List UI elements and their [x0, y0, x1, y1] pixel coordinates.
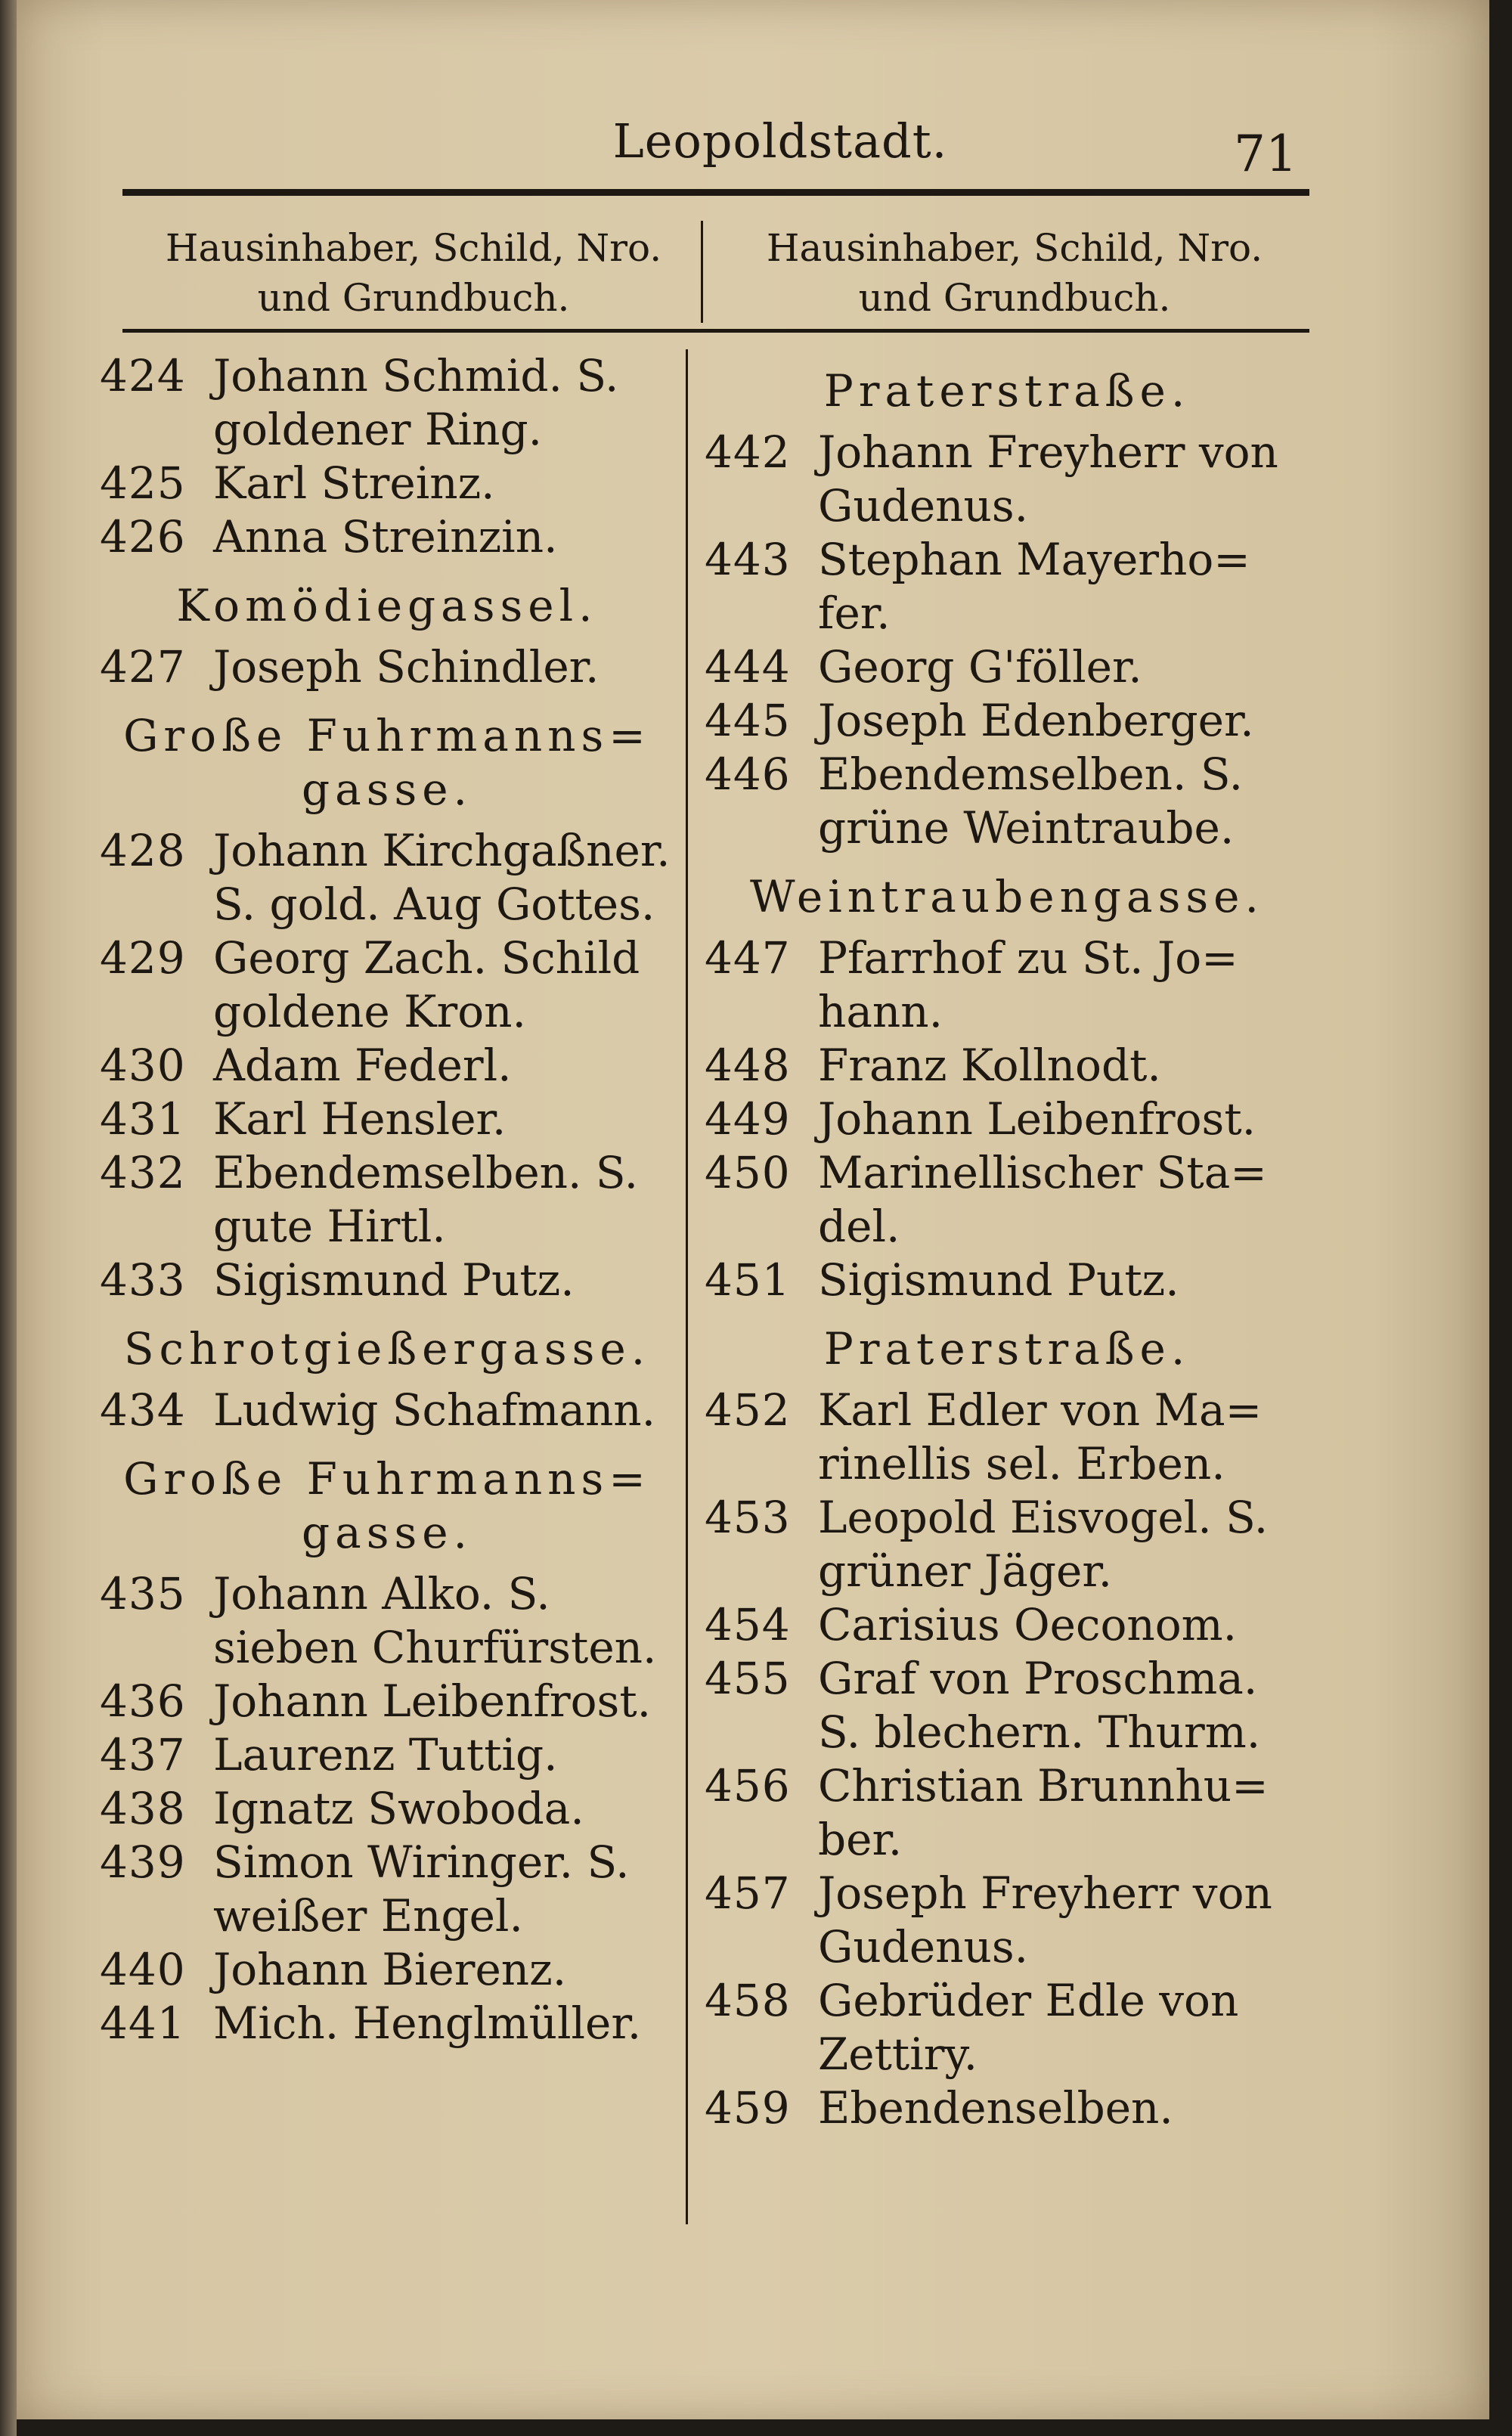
house-number: 445	[705, 695, 791, 746]
house-number: 444	[705, 641, 791, 693]
house-entry	[705, 640, 1309, 694]
house-entry	[100, 640, 674, 694]
owner-entry-text: Joseph Schindler.	[213, 641, 600, 693]
house-entry	[705, 1598, 1309, 1652]
house-number: 431	[100, 1093, 186, 1145]
house-entry	[100, 1997, 674, 2050]
house-entry	[705, 1759, 1309, 1867]
column-divider	[686, 349, 688, 2224]
house-entry	[100, 1675, 674, 1728]
house-entry	[705, 426, 1309, 533]
book-gutter-edge	[0, 0, 17, 2436]
house-number: 424	[100, 350, 186, 401]
house-entry	[100, 931, 674, 1039]
street-heading: Praterstraße.	[823, 1323, 1191, 1375]
house-number: 435	[100, 1568, 186, 1619]
house-entry	[100, 1728, 674, 1782]
owner-entry-text: Carisius Oeconom.	[818, 1599, 1238, 1650]
house-number: 433	[100, 1254, 186, 1306]
house-number: 427	[100, 641, 186, 693]
left-column	[100, 349, 674, 2050]
running-title: Leopoldstadt.	[612, 113, 948, 169]
owner-entry-text: Sigismund Putz.	[818, 1254, 1179, 1306]
owner-entry-text: Ebendemselben. S. gute Hirtl.	[213, 1147, 639, 1252]
house-number: 455	[705, 1653, 791, 1704]
owner-entry-text: Christian Brunnhu= ber.	[818, 1760, 1269, 1865]
house-number: 446	[705, 748, 791, 800]
house-number: 456	[705, 1760, 791, 1812]
owner-entry-text: Karl Streinz.	[213, 457, 495, 509]
owner-entry-text: Sigismund Putz.	[213, 1254, 575, 1306]
street-heading: Schrotgießergasse.	[123, 1323, 651, 1375]
house-entry	[100, 457, 674, 510]
street-heading: Weintraubengasse.	[750, 871, 1264, 922]
house-entry	[705, 1254, 1309, 1307]
book-page	[17, 0, 1489, 2419]
owner-entry-text: Franz Kollnodt.	[818, 1040, 1161, 1091]
house-entry	[100, 1567, 674, 1675]
street-heading: Praterstraße.	[823, 365, 1191, 417]
owner-entry-text: Marinellischer Sta= del.	[818, 1147, 1267, 1252]
column-header-right: Hausinhaber, Schild, Nro. und Grundbuch.	[766, 226, 1263, 320]
house-number: 451	[705, 1254, 791, 1306]
owner-entry-text: Karl Hensler.	[213, 1093, 507, 1145]
street-heading: Komödiegassel.	[176, 580, 598, 631]
header-bottom-rule	[122, 329, 1309, 333]
owner-entry-text: Ebendenselben.	[818, 2082, 1173, 2134]
house-number: 458	[705, 1975, 791, 2026]
house-entry	[100, 510, 674, 564]
owner-entry-text: Ludwig Schafmann.	[213, 1384, 656, 1436]
header-column-divider	[701, 221, 703, 323]
owner-entry-text: Pfarrhof zu St. Jo= hann.	[818, 932, 1238, 1037]
house-number: 432	[100, 1147, 186, 1198]
house-entry	[100, 349, 674, 457]
house-number: 441	[100, 1997, 186, 2049]
house-number: 459	[705, 2082, 791, 2134]
owner-entry-text: Laurenz Tuttig.	[213, 1729, 558, 1781]
owner-entry-text: Joseph Freyherr von Gudenus.	[818, 1867, 1272, 1973]
house-number: 429	[100, 932, 186, 984]
house-entry	[705, 1652, 1309, 1759]
owner-entry-text: Anna Streinzin.	[213, 511, 558, 563]
house-entry	[705, 533, 1309, 640]
street-heading: Große Fuhrmanns= gasse.	[123, 1453, 651, 1558]
house-entry	[705, 1491, 1309, 1598]
house-entry	[100, 1254, 674, 1307]
house-entry	[705, 1039, 1309, 1092]
owner-entry-text: Stephan Mayerho= fer.	[818, 534, 1250, 639]
house-entry	[100, 1384, 674, 1437]
house-entry	[100, 1782, 674, 1836]
house-entry	[705, 694, 1309, 748]
owner-entry-text: Georg G'föller.	[818, 641, 1142, 693]
owner-entry-text: Georg Zach. Schild goldene Kron.	[213, 932, 640, 1037]
house-number: 440	[100, 1944, 186, 1995]
house-entry	[100, 824, 674, 931]
house-number: 454	[705, 1599, 791, 1650]
house-number: 442	[705, 426, 791, 478]
owner-entry-text: Johann Leibenfrost.	[818, 1093, 1256, 1145]
owner-entry-text: Joseph Edenberger.	[818, 695, 1254, 746]
owner-entry-text: Simon Wiringer. S. weißer Engel.	[213, 1836, 630, 1942]
house-number: 439	[100, 1836, 186, 1888]
owner-entry-text: Ebendemselben. S. grüne Weintraube.	[818, 748, 1244, 854]
right-column	[705, 349, 1309, 2135]
owner-entry-text: Gebrüder Edle von Zettiry.	[818, 1975, 1239, 2080]
house-number: 447	[705, 932, 791, 984]
house-number: 452	[705, 1384, 791, 1436]
house-number: 448	[705, 1040, 791, 1091]
house-entry	[705, 748, 1309, 855]
house-number: 425	[100, 457, 186, 509]
owner-entry-text: Johann Alko. S. sieben Churfürsten.	[213, 1568, 657, 1673]
house-number: 443	[705, 534, 791, 585]
house-entry	[100, 1943, 674, 1997]
top-rule	[122, 189, 1309, 196]
house-number: 450	[705, 1147, 791, 1198]
house-number: 453	[705, 1492, 791, 1543]
owner-entry-text: Johann Bierenz.	[213, 1944, 567, 1995]
house-number: 457	[705, 1867, 791, 1919]
owner-entry-text: Johann Leibenfrost.	[213, 1675, 652, 1727]
house-entry	[100, 1039, 674, 1092]
owner-entry-text: Johann Freyherr von Gudenus.	[818, 426, 1278, 532]
house-number: 436	[100, 1675, 186, 1727]
owner-entry-text: Ignatz Swoboda.	[213, 1783, 584, 1834]
page-number: 71	[1234, 125, 1297, 183]
house-entry	[100, 1836, 674, 1943]
owner-entry-text: Leopold Eisvogel. S. grüner Jäger.	[818, 1492, 1269, 1597]
house-entry	[705, 1974, 1309, 2081]
house-entry	[100, 1092, 674, 1146]
house-entry	[705, 2081, 1309, 2135]
house-number: 430	[100, 1040, 186, 1091]
house-entry	[705, 931, 1309, 1039]
house-entry	[705, 1146, 1309, 1254]
house-entry	[705, 1867, 1309, 1974]
column-header-left: Hausinhaber, Schild, Nro. und Grundbuch.	[165, 226, 662, 320]
owner-entry-text: Johann Schmid. S. goldener Ring.	[213, 350, 619, 455]
street-heading: Große Fuhrmanns= gasse.	[123, 710, 651, 815]
house-number: 449	[705, 1093, 791, 1145]
house-entry	[705, 1092, 1309, 1146]
house-number: 437	[100, 1729, 186, 1781]
house-number: 426	[100, 511, 186, 563]
house-number: 428	[100, 825, 186, 876]
owner-entry-text: Adam Federl.	[213, 1040, 512, 1091]
owner-entry-text: Mich. Henglmüller.	[213, 1997, 642, 2049]
owner-entry-text: Karl Edler von Ma= rinellis sel. Erben.	[818, 1384, 1263, 1489]
house-number: 434	[100, 1384, 186, 1436]
house-entry	[100, 1146, 674, 1254]
owner-entry-text: Johann Kirchgaßner. S. gold. Aug Gottes.	[213, 825, 671, 930]
house-number: 438	[100, 1783, 186, 1834]
owner-entry-text: Graf von Proschma. S. blechern. Thurm.	[818, 1653, 1261, 1758]
house-entry	[705, 1384, 1309, 1491]
